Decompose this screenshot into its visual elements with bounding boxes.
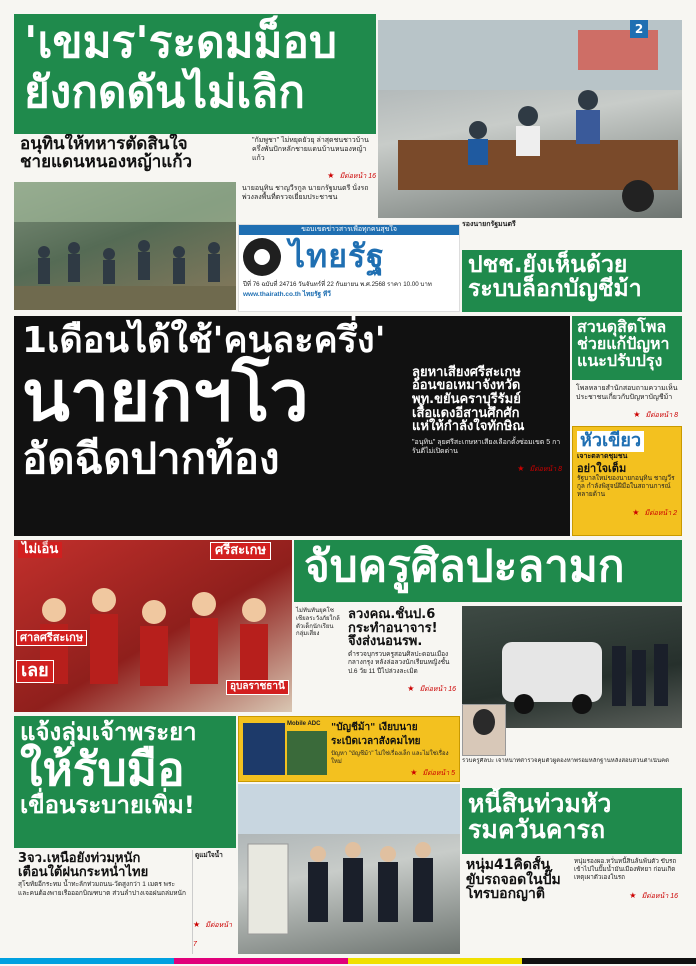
page-ref: มีต่อหน้า 2 xyxy=(644,509,677,517)
column-body: รัฐบาลใหม่ของนายกอนุทิน ชาญวีรกูล กำลังพิสูจน์ฝีมือในสถานการณ์หลายด้าน xyxy=(577,474,675,499)
debt-story xyxy=(462,856,682,954)
anutin-subhead xyxy=(14,134,250,180)
column-box xyxy=(572,426,682,536)
star-icon: ★ xyxy=(193,920,201,929)
gear-logo-icon xyxy=(243,238,281,276)
river-body: สุโขทัยอีกระทม น้ำทะลักท่วมถนน-วัดสูงกว่า 1 เมตร พระและคนต้องพายเรือออกบิณฑบาต ส่วนลำปางเจอฝนถล่มหนัก xyxy=(18,881,186,897)
debt-sub3: โทรบอกญาติ xyxy=(466,886,545,903)
teacher-headline-box xyxy=(294,540,682,602)
page-ref: มีต่อหน้า 16 xyxy=(419,686,456,694)
cyan-swatch xyxy=(0,958,174,964)
star-icon: ★ xyxy=(407,684,415,694)
column-title: หัวเขียว xyxy=(577,431,644,452)
debt-body: หนุ่มรองผอ.หวั่นหนี้สินล้นพ้นตัว ขับรถเข้าไปในปั๊มน้ำมันเมืองพัทยา ก่อนเกิดเหตุเผาตัวเองในรถ xyxy=(574,858,677,882)
page-ref: มีต่อหน้า 5 xyxy=(422,770,455,777)
promo-text1: "บัญชีม้า" เงียบนาย xyxy=(331,722,418,733)
arrest-caption-text: รวบครูศิลปะ เจ้าหน้าที่ตำรวจคุมตัวผู้ต้องหาพร้อมหลักฐานหลังสอบสวนดำเนินคดี xyxy=(462,758,669,764)
star-icon: ★ xyxy=(632,507,640,517)
teacher-aside-text: ไม่ทันทันยุคโซเชียลระวังภัยใกล้ตัวเด็กนักเรียนกลุ่มเสี่ยง xyxy=(296,608,340,638)
masthead xyxy=(238,224,460,312)
page-ref: มีต่อหน้า 7 xyxy=(193,922,232,948)
page-ref: มีต่อหน้า 8 xyxy=(645,412,678,420)
red-shirt-crowd-photo xyxy=(14,540,292,712)
debt-sub1: หนุ่ม41คิดสั้น xyxy=(466,857,551,873)
promo-thumb-2 xyxy=(287,731,327,775)
khmer-headline-line1: 'เขมร'ระดมม็อบ xyxy=(24,17,337,68)
column-subtitle: เจาะตลาดชุมชน xyxy=(577,452,628,460)
teacher-body: ตำรวจบุกรวบครูสอนศิลปะดอนเมืองกลางกรุง หลังล่อลวงนักเรียนหญิงชั้น ป.6 วัย 11 ปีไปล่วงละเมิด xyxy=(348,650,450,675)
debt-line1: หนี้สินท่วมหัว xyxy=(468,789,612,818)
lead-side-summary: "อนุทิน" ลุยศรีสะเกษหาเสียงเลือกตั้งซ่อมเขต 5 การันตีไม่เปิดด่าน xyxy=(412,439,561,456)
lead-side-line2: อ้อนขอเหมาจังหวัด xyxy=(412,378,521,394)
anutin-trailer-photo xyxy=(378,20,682,218)
poll-line1: สวนดุสิตโพล xyxy=(577,317,667,336)
cambodia-quote xyxy=(252,136,376,182)
masthead-logo: ไทยรัฐ xyxy=(289,237,385,276)
star-icon: ★ xyxy=(517,464,525,474)
river-sub2: เตือนใต้ฝนกระหน่ำไทย xyxy=(18,864,149,880)
sign-court: ศาลศรีสะเกษ xyxy=(16,630,87,646)
debt-sub2: ขับรถจอดในปั๊ม xyxy=(466,871,561,888)
arrest-caption xyxy=(462,758,682,784)
issue-line: ปีที่ 76 ฉบับที่ 24716 วันจันทร์ที่ 22 กันยายน พ.ศ.2568 ราคา 10.00 บาท xyxy=(243,281,432,288)
promo-ad xyxy=(238,716,460,782)
color-registration-bar xyxy=(0,958,696,964)
river-line2: ให้รับมือ xyxy=(20,742,185,797)
river-line3: เขื่อนระบายเพิ่ม! xyxy=(20,791,195,820)
star-icon: ★ xyxy=(327,171,335,181)
promo-text2: ระเบิดเวลาสังคมไทย xyxy=(331,736,421,747)
lead-story-box xyxy=(14,316,570,536)
page-ref: มีต่อหน้า 8 xyxy=(529,466,562,474)
khmer-headline-line2: ยังกดดันไม่เลิก xyxy=(24,67,305,119)
teacher-sub3: จึงส่งนอนรพ. xyxy=(348,634,423,650)
anutin-subhead-line2: ชายแดนหนองหญ้าแก้ว xyxy=(20,151,193,172)
poll-line3: แนะปรับปรุง xyxy=(577,350,663,370)
officials-photo xyxy=(238,784,460,954)
poll-body-text: โพลหลายสำนักสอบถามความเห็นประชาชนเกี่ยวกับปัญหาบัญชีม้า xyxy=(576,385,678,402)
debt-line2: รมควันคารถ xyxy=(468,815,606,845)
page-ref: มีต่อหน้า 16 xyxy=(339,173,376,181)
anutin-subhead-line1: อนุทินให้ทหารตัดสินใจ xyxy=(20,134,188,154)
officials-illustration xyxy=(238,784,460,954)
border-crowd-photo xyxy=(14,182,236,310)
yellow-swatch xyxy=(348,958,522,964)
column-label: อย่าใจเต็ม xyxy=(577,461,627,475)
lead-side-line4: เสื้อแดงอีสานศึกศัก xyxy=(412,405,520,421)
trailer-caption-title: รองนายกรัฐมนตรี xyxy=(462,221,516,228)
trailer-caption-text xyxy=(462,220,682,229)
promo-body: ปัญหา "บัญชีม้า" ไม่ใช่เรื่องเล็ก และไม่ใช่เรื่องใหม่ xyxy=(331,751,449,765)
lead-side-line5: แห่ให้กำลังใจทักษิณ xyxy=(412,419,525,435)
black-swatch xyxy=(522,958,696,964)
poll-headline-box xyxy=(572,316,682,380)
crowd-illustration xyxy=(14,182,236,310)
sign-sisaket: ศรีสะเกษ xyxy=(210,542,271,560)
pchch-headline-box xyxy=(462,250,682,312)
river-aside-title: ดูแม่ใจน้ำ xyxy=(195,852,223,859)
magenta-swatch xyxy=(174,958,348,964)
teacher-sub2: กระทำอนาจาร! xyxy=(348,620,438,636)
trailer-illustration xyxy=(378,20,682,218)
page-ref: มีต่อหน้า 16 xyxy=(641,892,678,900)
river-headline-box xyxy=(14,716,236,848)
trailer-caption xyxy=(462,220,682,246)
star-icon: ★ xyxy=(633,410,641,420)
lead-side-line3: พท.ขยันคราบุรีรัมย์ xyxy=(412,392,521,408)
star-icon: ★ xyxy=(410,768,418,777)
website-line: www.thairath.co.th ไทยรัฐ ทีวี xyxy=(243,291,331,299)
masthead-tagline: ขอบเขตข่าวสารเพื่อทุกคนสุขใจ xyxy=(239,225,459,235)
border-photo-caption-text: นายอนุทิน ชาญวีรกูล นายกรัฐมนตรี นั่งรถพ่วงลงพื้นที่ตรวจเยี่ยมประชาชน xyxy=(242,185,369,202)
sign-ubon: อุบลราชธานี xyxy=(226,680,289,695)
pchch-line2: ระบบล็อกบัญชีม้า xyxy=(468,276,642,303)
teacher-portrait xyxy=(462,704,506,756)
pchch-line1: ปชช.ยังเห็นด้วย xyxy=(468,252,628,278)
lead-headline-line3: อัดฉีดปากท้อง xyxy=(22,434,280,484)
teacher-story xyxy=(344,606,460,712)
portrait-head xyxy=(473,709,495,735)
river-line1: แจ้งลุ่มเจ้าพระยา xyxy=(20,718,197,746)
debt-headline-box xyxy=(462,788,682,854)
lead-headline-line2: นายกฯโว xyxy=(22,354,309,437)
teacher-aside xyxy=(294,606,342,712)
promo-thumb-1 xyxy=(243,723,285,775)
river-sub1: 3จว.เหนือยังท่วมหนัก xyxy=(18,851,141,866)
lead-headline-line1: 1เดือนได้ใช้'คนละครึ่ง' xyxy=(22,320,386,361)
teacher-headline: จับครูศิลปะลามก xyxy=(304,541,625,592)
poll-line2: ช่วยแก้ปัญหา xyxy=(577,333,670,353)
teacher-sub1: ลวงคณ.ชั้นป.6 xyxy=(348,607,436,622)
cambodia-quote-text: "กัมพูชา" ไม่หยุดยั่วยุ ล่าสุดชนชาวบ้านครึ่งพันปักหลักชายแดนบ้านหนองหญ้าแก้ว xyxy=(252,137,369,163)
promo-label: Mobile ADC xyxy=(287,721,321,727)
lead-side-line1: ลุยหาเสียงศรีสะเกษ xyxy=(412,364,521,380)
poll-body xyxy=(572,382,682,422)
top-left-headline-box xyxy=(14,14,376,134)
star-icon: ★ xyxy=(629,890,637,900)
river-story xyxy=(14,850,190,954)
river-aside xyxy=(192,850,236,954)
sign-top-left: ไม่เอ็น xyxy=(18,542,62,558)
sign-loei: เลย xyxy=(16,660,54,683)
photo-number-badge: 2 xyxy=(630,20,648,38)
